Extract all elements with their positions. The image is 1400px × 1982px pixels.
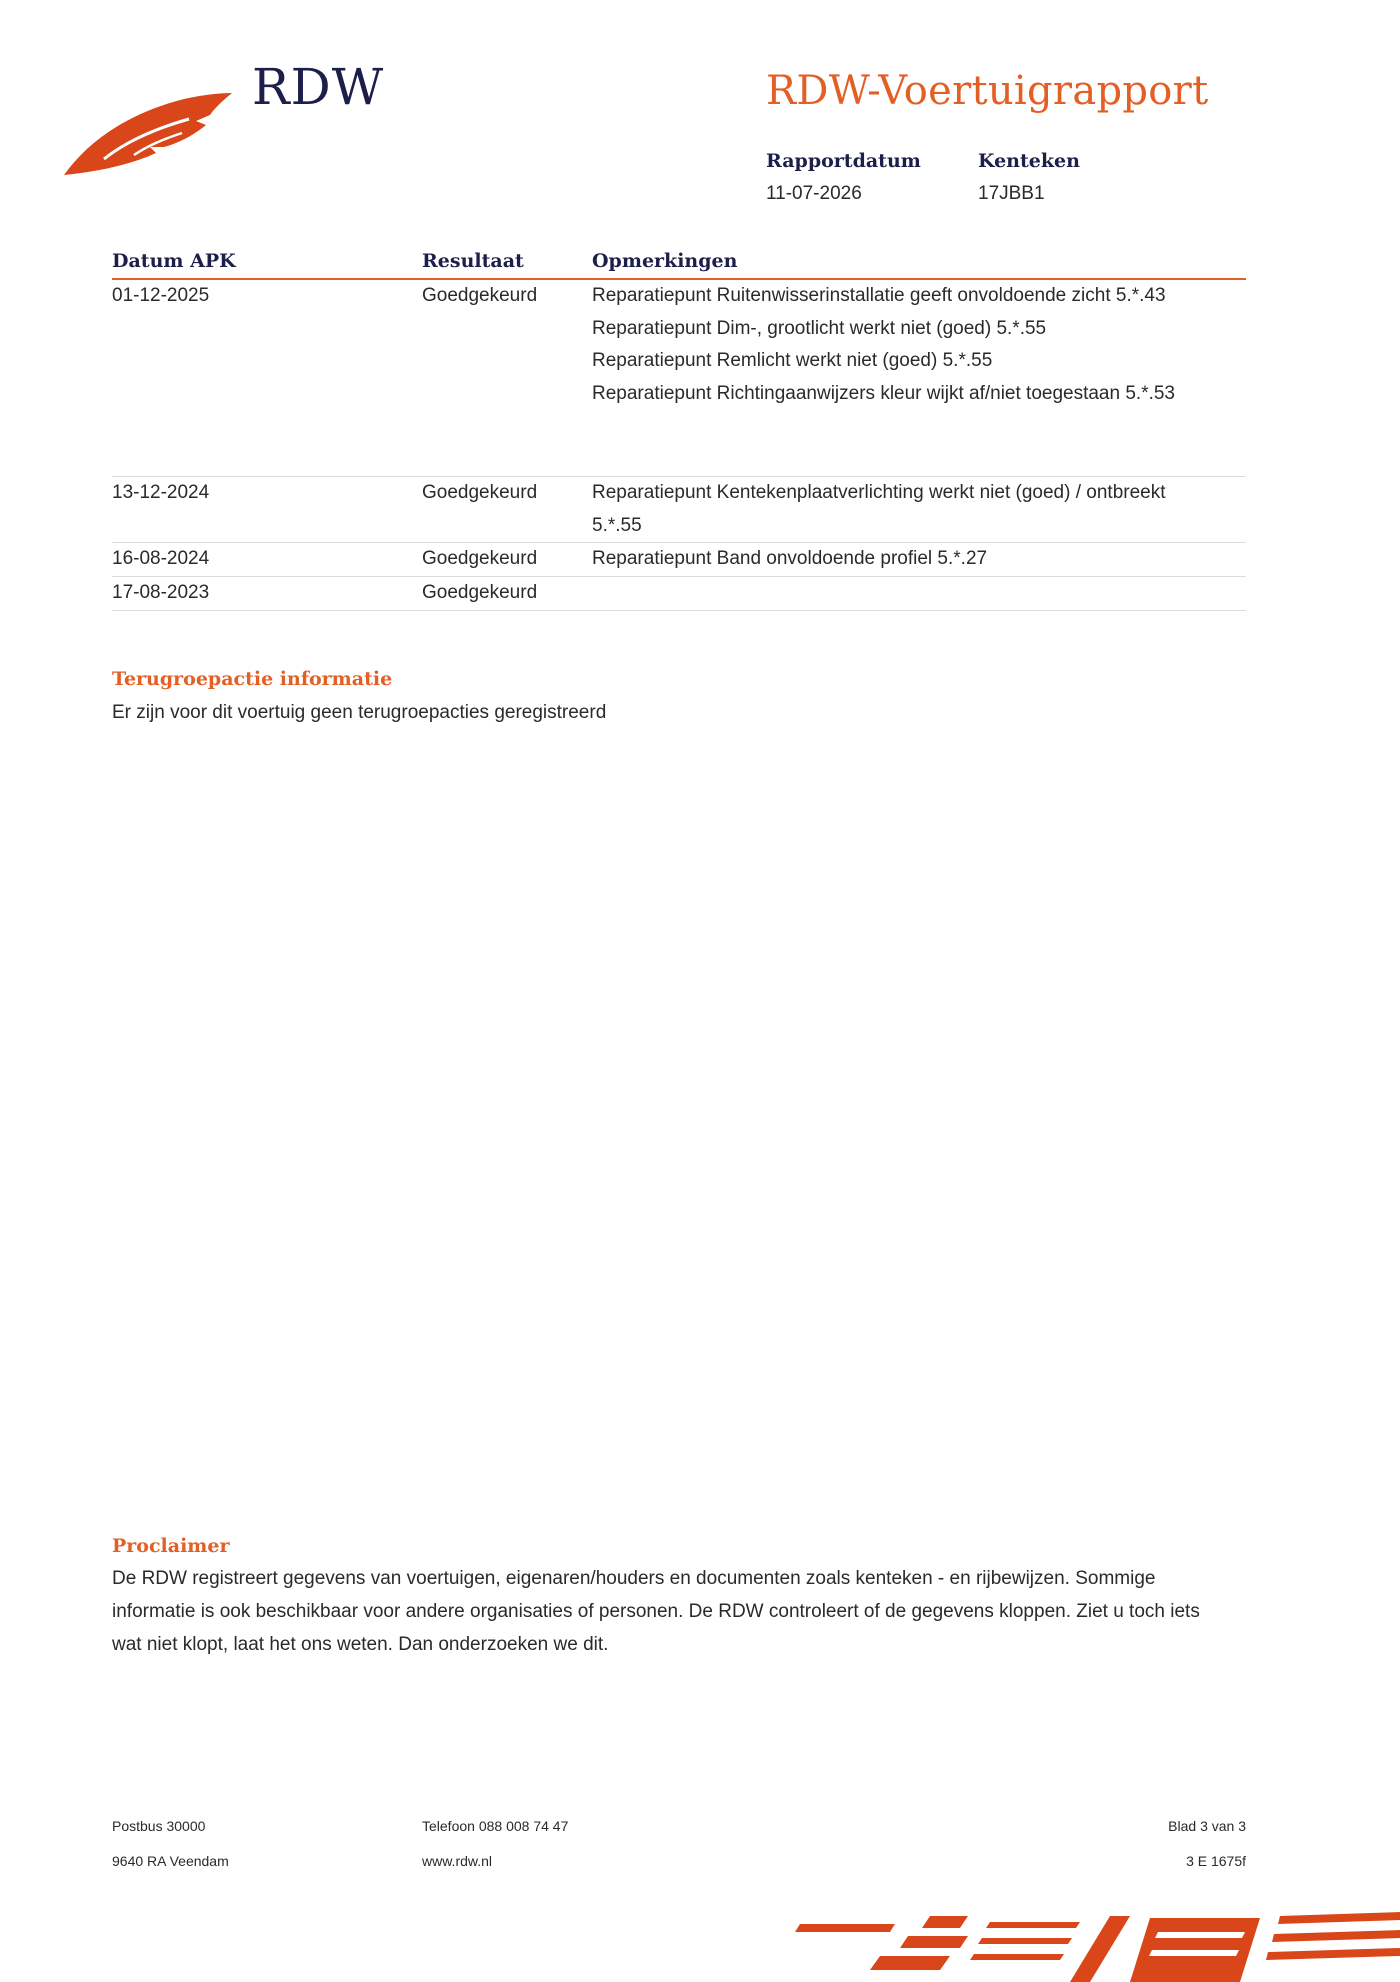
column-header-result: Resultaat bbox=[422, 250, 524, 272]
remark-item: Reparatiepunt Dim-, grootlicht werkt niet (goed) 5.*.55 bbox=[592, 317, 1047, 339]
proclaimer-text: De RDW registreert gegevens van voertuigen, eigenaren/houders en documenten zoals kenteken - en rijbewijzen. Sommige informatie is ook beschikbaar voor andere organisaties of personen. De RDW controleert of de gegevens kloppen. Ziet u toch iets wat niet klopt, laat het ons weten. Dan onderzoeken we dit. bbox=[112, 1568, 1200, 1655]
apk-result: Goedgekeurd bbox=[422, 285, 538, 306]
footer-address-line1: Postbus 30000 bbox=[112, 1818, 206, 1834]
table-row bbox=[112, 577, 1246, 611]
footer-address-line2: 9640 RA Veendam bbox=[112, 1853, 229, 1869]
apk-history-table bbox=[112, 244, 1246, 611]
apk-result: Goedgekeurd bbox=[422, 482, 538, 503]
footer-website-link[interactable]: www.rdw.nl bbox=[422, 1853, 493, 1869]
table-row bbox=[112, 280, 1246, 477]
plate-label: Kenteken bbox=[978, 150, 1080, 172]
remark-item: Reparatiepunt Ruitenwisserinstallatie geeft onvoldoende zicht 5.*.43 bbox=[592, 285, 1166, 306]
apk-date: 17-08-2023 bbox=[112, 582, 210, 603]
report-date-value: 11-07-2026 bbox=[766, 183, 862, 204]
apk-date: 16-08-2024 bbox=[112, 548, 210, 569]
apk-date: 01-12-2025 bbox=[112, 285, 210, 306]
table-row bbox=[112, 543, 1246, 577]
apk-remarks bbox=[592, 280, 1192, 410]
column-header-date: Datum APK bbox=[112, 250, 236, 272]
apk-remarks bbox=[592, 477, 1192, 542]
rdw-logo-mark-icon bbox=[64, 85, 234, 177]
rdw-logo-text: RDW bbox=[252, 58, 385, 116]
remark-item: Reparatiepunt Band onvoldoende profiel 5.*.27 bbox=[592, 548, 988, 569]
plate-value: 17JBB1 bbox=[978, 183, 1045, 204]
footer-phone: Telefoon 088 008 74 47 bbox=[422, 1818, 569, 1834]
apk-date: 13-12-2024 bbox=[112, 482, 210, 503]
page-title: RDW-Voertuigrapport bbox=[766, 68, 1209, 114]
remark-item: Reparatiepunt Richtingaanwijzers kleur wijkt af/niet toegestaan 5.*.53 bbox=[592, 382, 1175, 404]
column-header-remarks: Opmerkingen bbox=[592, 250, 738, 272]
report-date-label: Rapportdatum bbox=[766, 150, 921, 172]
rdw-stripes-decoration-icon bbox=[790, 1908, 1400, 1982]
table-row bbox=[112, 477, 1246, 543]
recall-text: Er zijn voor dit voertuig geen terugroepacties geregistreerd bbox=[112, 702, 607, 723]
recall-heading: Terugroepactie informatie bbox=[112, 668, 393, 690]
apk-remarks bbox=[592, 543, 1192, 576]
table-header-row bbox=[112, 244, 1246, 280]
apk-result: Goedgekeurd bbox=[422, 548, 538, 569]
remark-item: Reparatiepunt Remlicht werkt niet (goed) 5.*.55 bbox=[592, 350, 993, 371]
footer-document-code: 3 E 1675f bbox=[1186, 1853, 1246, 1869]
proclaimer-heading: Proclaimer bbox=[112, 1535, 230, 1557]
apk-result: Goedgekeurd bbox=[422, 582, 538, 603]
remark-item: Reparatiepunt Kentekenplaatverlichting werkt niet (goed) / ontbreekt 5.*.55 bbox=[592, 482, 1166, 536]
footer-page-number: Blad 3 van 3 bbox=[1168, 1818, 1246, 1834]
